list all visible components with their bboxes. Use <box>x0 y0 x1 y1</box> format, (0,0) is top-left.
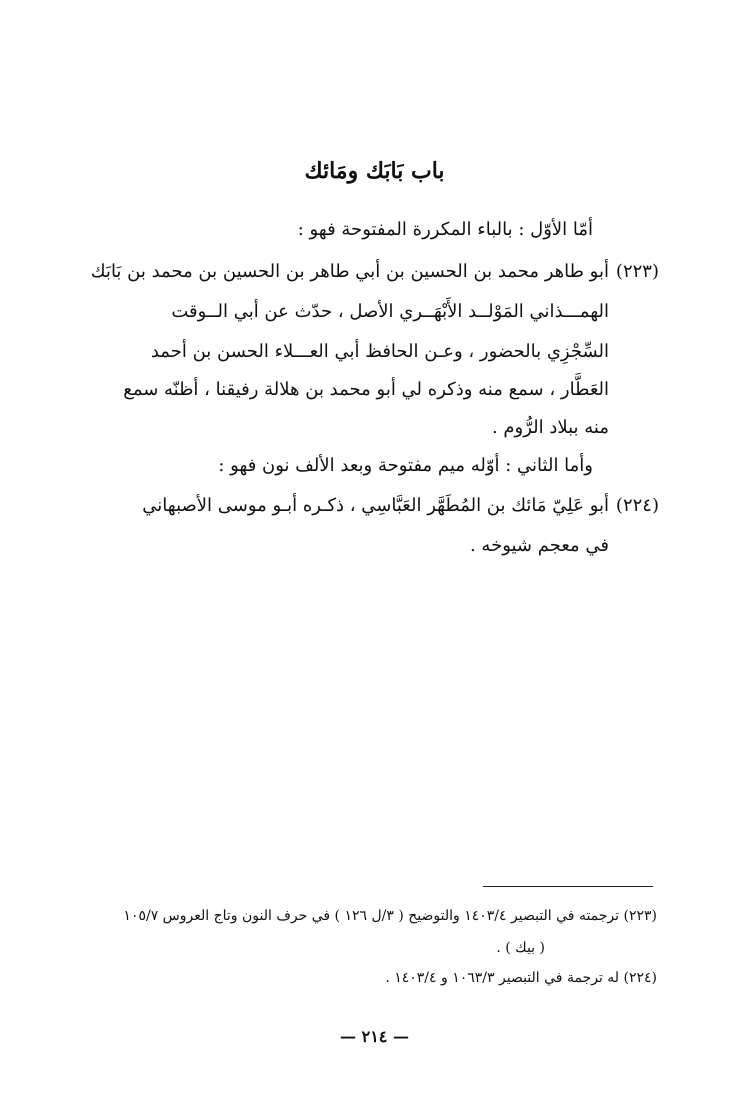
entry-223-line-1: أبو طاهر محمد بن الحسين بن أبي طاهر بن الحسين بن محمد بن بَابَك <box>90 261 609 282</box>
entry-224-line-2: في معجم شيوخه . <box>469 535 609 556</box>
entry-223-line-3: السِّجْزِي بالحضور ، وعـن الحافظ أبي العـــلاء الحسن بن أحمد <box>150 341 609 362</box>
entry-223-line-4: العَطَّار ، سمع منه وذكره لي أبو محمد بن هلالة رفيقنا ، أظنّه سمع <box>123 379 609 400</box>
page-number: — ٢١٤ — <box>340 1027 409 1046</box>
intro-second-type: وأما الثاني : أوّله ميم مفتوحة وبعد الألف نون فهو : <box>218 455 593 476</box>
footnote-224-line-1: (٢٢٤) له ترجمة في التبصير ١٠٦٣/٣ و ١٤٠٣/٤ . <box>385 970 657 986</box>
entry-224-number: (٢٢٤) <box>615 495 659 516</box>
footnote-separator <box>483 886 653 887</box>
footnote-223-line-1: (٢٢٣) ترجمته في التبصير ١٤٠٣/٤ والتوضيح ( ٣/ل ١٢٦ ) في حرف النون وتاج العروس ١٠٥/٧ <box>123 908 657 924</box>
entry-223-line-2: الهمـــذاني المَوْلــد الأَبْهَــري الأصل ، حدّث عن أبي الــوقت <box>171 301 609 322</box>
chapter-title: باب بَابَك ومَائك <box>304 158 445 184</box>
intro-first-type: أمّا الأوّل : بالباء المكررة المفتوحة فهو : <box>297 219 593 240</box>
entry-223-line-5: منه ببلاد الرُّوم . <box>491 417 609 438</box>
footnote-223-line-2: ( بيك ) . <box>496 940 545 956</box>
entry-223-number: (٢٢٣) <box>615 261 659 282</box>
entry-224-line-1: أبو عَلِيّ مَائك بن المُطَهَّر العَبَّاسِي ، ذكـره أبـو موسى الأصبهاني <box>142 495 609 516</box>
